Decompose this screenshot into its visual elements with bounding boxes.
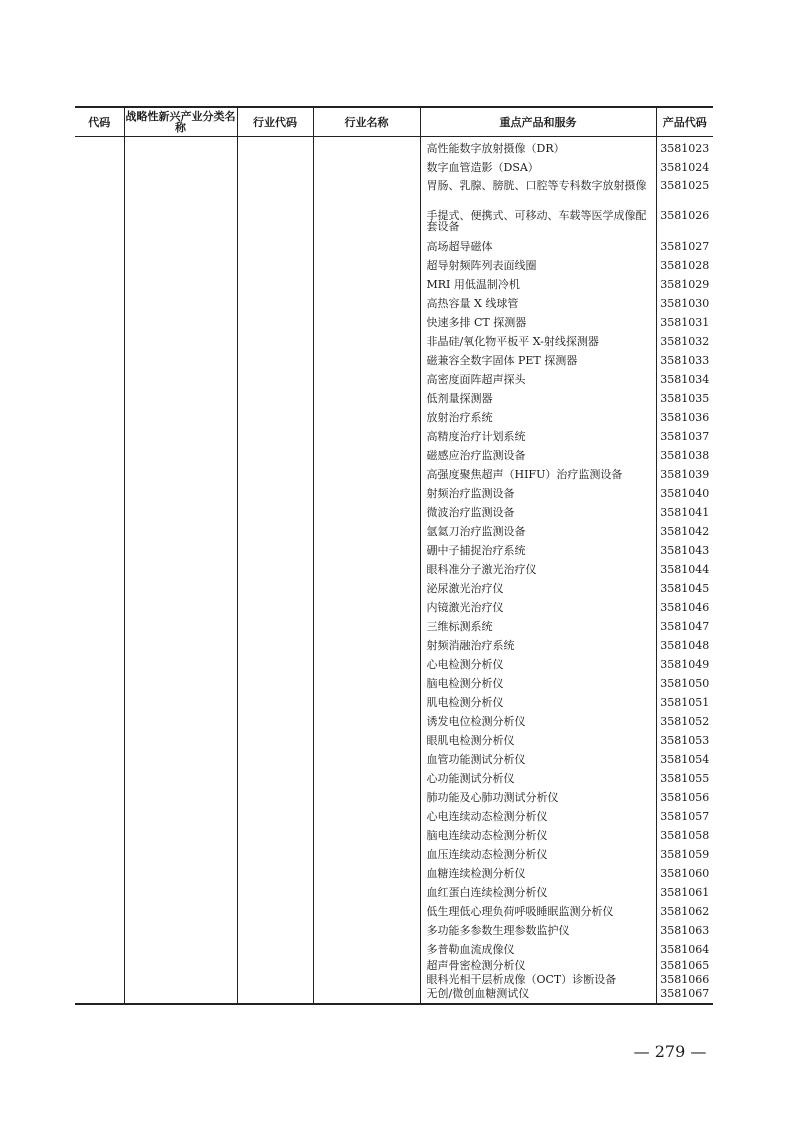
product-code: 3581035 bbox=[660, 392, 710, 405]
product-code: 3581036 bbox=[660, 411, 710, 424]
product-code: 3581031 bbox=[660, 316, 710, 329]
product-item: 眼科准分子激光治疗仪 bbox=[426, 563, 537, 576]
product-item: 射频消融治疗系统 bbox=[426, 639, 515, 652]
product-item: 磁兼容全数字固体 PET 探测器 bbox=[426, 354, 578, 367]
product-code: 3581046 bbox=[660, 601, 710, 614]
product-item: 血压连续动态检测分析仪 bbox=[426, 848, 548, 861]
category-cell bbox=[124, 137, 237, 1005]
product-item: 高强度聚焦超声（HIFU）治疗监测设备 bbox=[426, 468, 623, 481]
table-body-row bbox=[75, 137, 713, 1005]
page-number: — 279 — bbox=[633, 1042, 707, 1061]
product-item: 氩氦刀治疗监测设备 bbox=[426, 525, 526, 538]
product-code: 3581024 bbox=[660, 161, 710, 174]
product-item: 射频治疗监测设备 bbox=[426, 487, 515, 500]
table-header-row bbox=[75, 107, 713, 137]
product-item: MRI 用低温制冷机 bbox=[426, 278, 520, 291]
product-item: 脑电连续动态检测分析仪 bbox=[426, 829, 548, 842]
product-item: 超声骨密检测分析仪 bbox=[426, 959, 526, 972]
product-item: 高精度治疗计划系统 bbox=[426, 430, 526, 443]
product-code-list bbox=[657, 137, 714, 1003]
product-item: 血管功能测试分析仪 bbox=[426, 753, 526, 766]
product-item: 高性能数字放射摄像（DR） bbox=[426, 142, 565, 155]
product-code: 3581033 bbox=[660, 354, 710, 367]
product-code: 3581027 bbox=[660, 240, 710, 253]
product-item: 磁感应治疗监测设备 bbox=[426, 449, 526, 462]
header-product-code: 产品代码 bbox=[656, 107, 713, 137]
industry-product-table bbox=[75, 106, 713, 1005]
product-item: 多功能多参数生理参数监护仪 bbox=[426, 924, 570, 937]
product-item: 高热容量 X 线球管 bbox=[426, 297, 519, 310]
product-code: 3581061 bbox=[660, 886, 710, 899]
product-code: 3581029 bbox=[660, 278, 710, 291]
product-item: 眼科光相干层析成像（OCT）诊断设备 bbox=[426, 973, 617, 986]
product-code: 3581028 bbox=[660, 259, 710, 272]
product-code: 3581042 bbox=[660, 525, 710, 538]
product-code: 3581065 bbox=[660, 959, 710, 972]
product-item: 高场超导磁体 bbox=[426, 240, 493, 253]
product-item: 低生理低心理负荷呼吸睡眠监测分析仪 bbox=[426, 905, 614, 918]
product-code: 3581058 bbox=[660, 829, 710, 842]
product-code: 3581050 bbox=[660, 677, 710, 690]
product-code: 3581055 bbox=[660, 772, 710, 785]
product-code: 3581040 bbox=[660, 487, 710, 500]
product-code: 3581053 bbox=[660, 734, 710, 747]
product-item: 三维标测系统 bbox=[426, 620, 493, 633]
product-item: 快速多排 CT 探测器 bbox=[426, 316, 527, 329]
product-code: 3581045 bbox=[660, 582, 710, 595]
product-code: 3581032 bbox=[660, 335, 710, 348]
product-code: 3581057 bbox=[660, 810, 710, 823]
product-item: 心电检测分析仪 bbox=[426, 658, 504, 671]
product-code: 3581034 bbox=[660, 373, 710, 386]
product-code: 3581051 bbox=[660, 696, 710, 709]
products-cell bbox=[420, 137, 656, 1005]
product-code: 3581030 bbox=[660, 297, 710, 310]
product-item: 放射治疗系统 bbox=[426, 411, 493, 424]
product-code: 3581023 bbox=[660, 142, 710, 155]
industry-code-cell bbox=[237, 137, 313, 1005]
product-code: 3581043 bbox=[660, 544, 710, 557]
product-list bbox=[421, 137, 656, 1003]
product-code: 3581037 bbox=[660, 430, 710, 443]
product-code: 3581038 bbox=[660, 449, 710, 462]
product-item: 诱发电位检测分析仪 bbox=[426, 715, 526, 728]
product-item: 泌尿激光治疗仪 bbox=[426, 582, 504, 595]
product-item: 肺功能及心肺功测试分析仪 bbox=[426, 791, 559, 804]
product-item: 眼肌电检测分析仪 bbox=[426, 734, 515, 747]
header-industry-name: 行业名称 bbox=[313, 107, 420, 137]
product-item: 手提式、便携式、可移动、车载等医学成像配套设备 bbox=[426, 209, 647, 233]
industry-name-cell bbox=[313, 137, 420, 1005]
product-item: 血红蛋白连续检测分析仪 bbox=[426, 886, 548, 899]
header-products: 重点产品和服务 bbox=[420, 107, 656, 137]
product-code: 3581025 bbox=[660, 179, 710, 192]
product-item: 肌电检测分析仪 bbox=[426, 696, 504, 709]
product-item: 脑电检测分析仪 bbox=[426, 677, 504, 690]
product-code: 3581066 bbox=[660, 973, 710, 986]
product-code: 3581049 bbox=[660, 658, 710, 671]
product-code: 3581059 bbox=[660, 848, 710, 861]
product-item: 血糖连续检测分析仪 bbox=[426, 867, 526, 880]
product-code: 3581041 bbox=[660, 506, 710, 519]
product-item: 数字血管造影（DSA） bbox=[426, 161, 539, 174]
product-code: 3581044 bbox=[660, 563, 710, 576]
product-item: 无创/微创血糖测试仪 bbox=[426, 987, 530, 1000]
product-item: 内镜激光治疗仪 bbox=[426, 601, 504, 614]
code-cell bbox=[75, 137, 124, 1005]
product-item: 非晶硅/氧化物平板平 X-射线探测器 bbox=[426, 335, 599, 348]
product-code: 3581063 bbox=[660, 924, 710, 937]
product-item: 心功能测试分析仪 bbox=[426, 772, 515, 785]
product-code-cell bbox=[656, 137, 713, 1005]
product-code: 3581056 bbox=[660, 791, 710, 804]
product-code: 3581054 bbox=[660, 753, 710, 766]
product-code: 3581062 bbox=[660, 905, 710, 918]
product-item: 硼中子捕捉治疗系统 bbox=[426, 544, 526, 557]
product-code: 3581048 bbox=[660, 639, 710, 652]
product-code: 3581047 bbox=[660, 620, 710, 633]
product-code: 3581039 bbox=[660, 468, 710, 481]
product-code: 3581052 bbox=[660, 715, 710, 728]
product-item: 多普勒血流成像仪 bbox=[426, 943, 515, 956]
header-category: 战略性新兴产业分类名称 bbox=[124, 107, 237, 137]
product-item: 超导射频阵列表面线圈 bbox=[426, 259, 537, 272]
product-item: 微波治疗监测设备 bbox=[426, 506, 515, 519]
product-code: 3581064 bbox=[660, 943, 710, 956]
header-industry-code: 行业代码 bbox=[237, 107, 313, 137]
product-item: 低剂量探测器 bbox=[426, 392, 493, 405]
product-item: 高密度面阵超声探头 bbox=[426, 373, 526, 386]
product-item: 胃肠、乳腺、膀胱、口腔等专科数字放射摄像 bbox=[426, 179, 647, 192]
header-code: 代码 bbox=[75, 107, 124, 137]
product-code: 3581067 bbox=[660, 987, 710, 1000]
product-code: 3581060 bbox=[660, 867, 710, 880]
product-item: 心电连续动态检测分析仪 bbox=[426, 810, 548, 823]
product-code: 3581026 bbox=[660, 209, 710, 222]
